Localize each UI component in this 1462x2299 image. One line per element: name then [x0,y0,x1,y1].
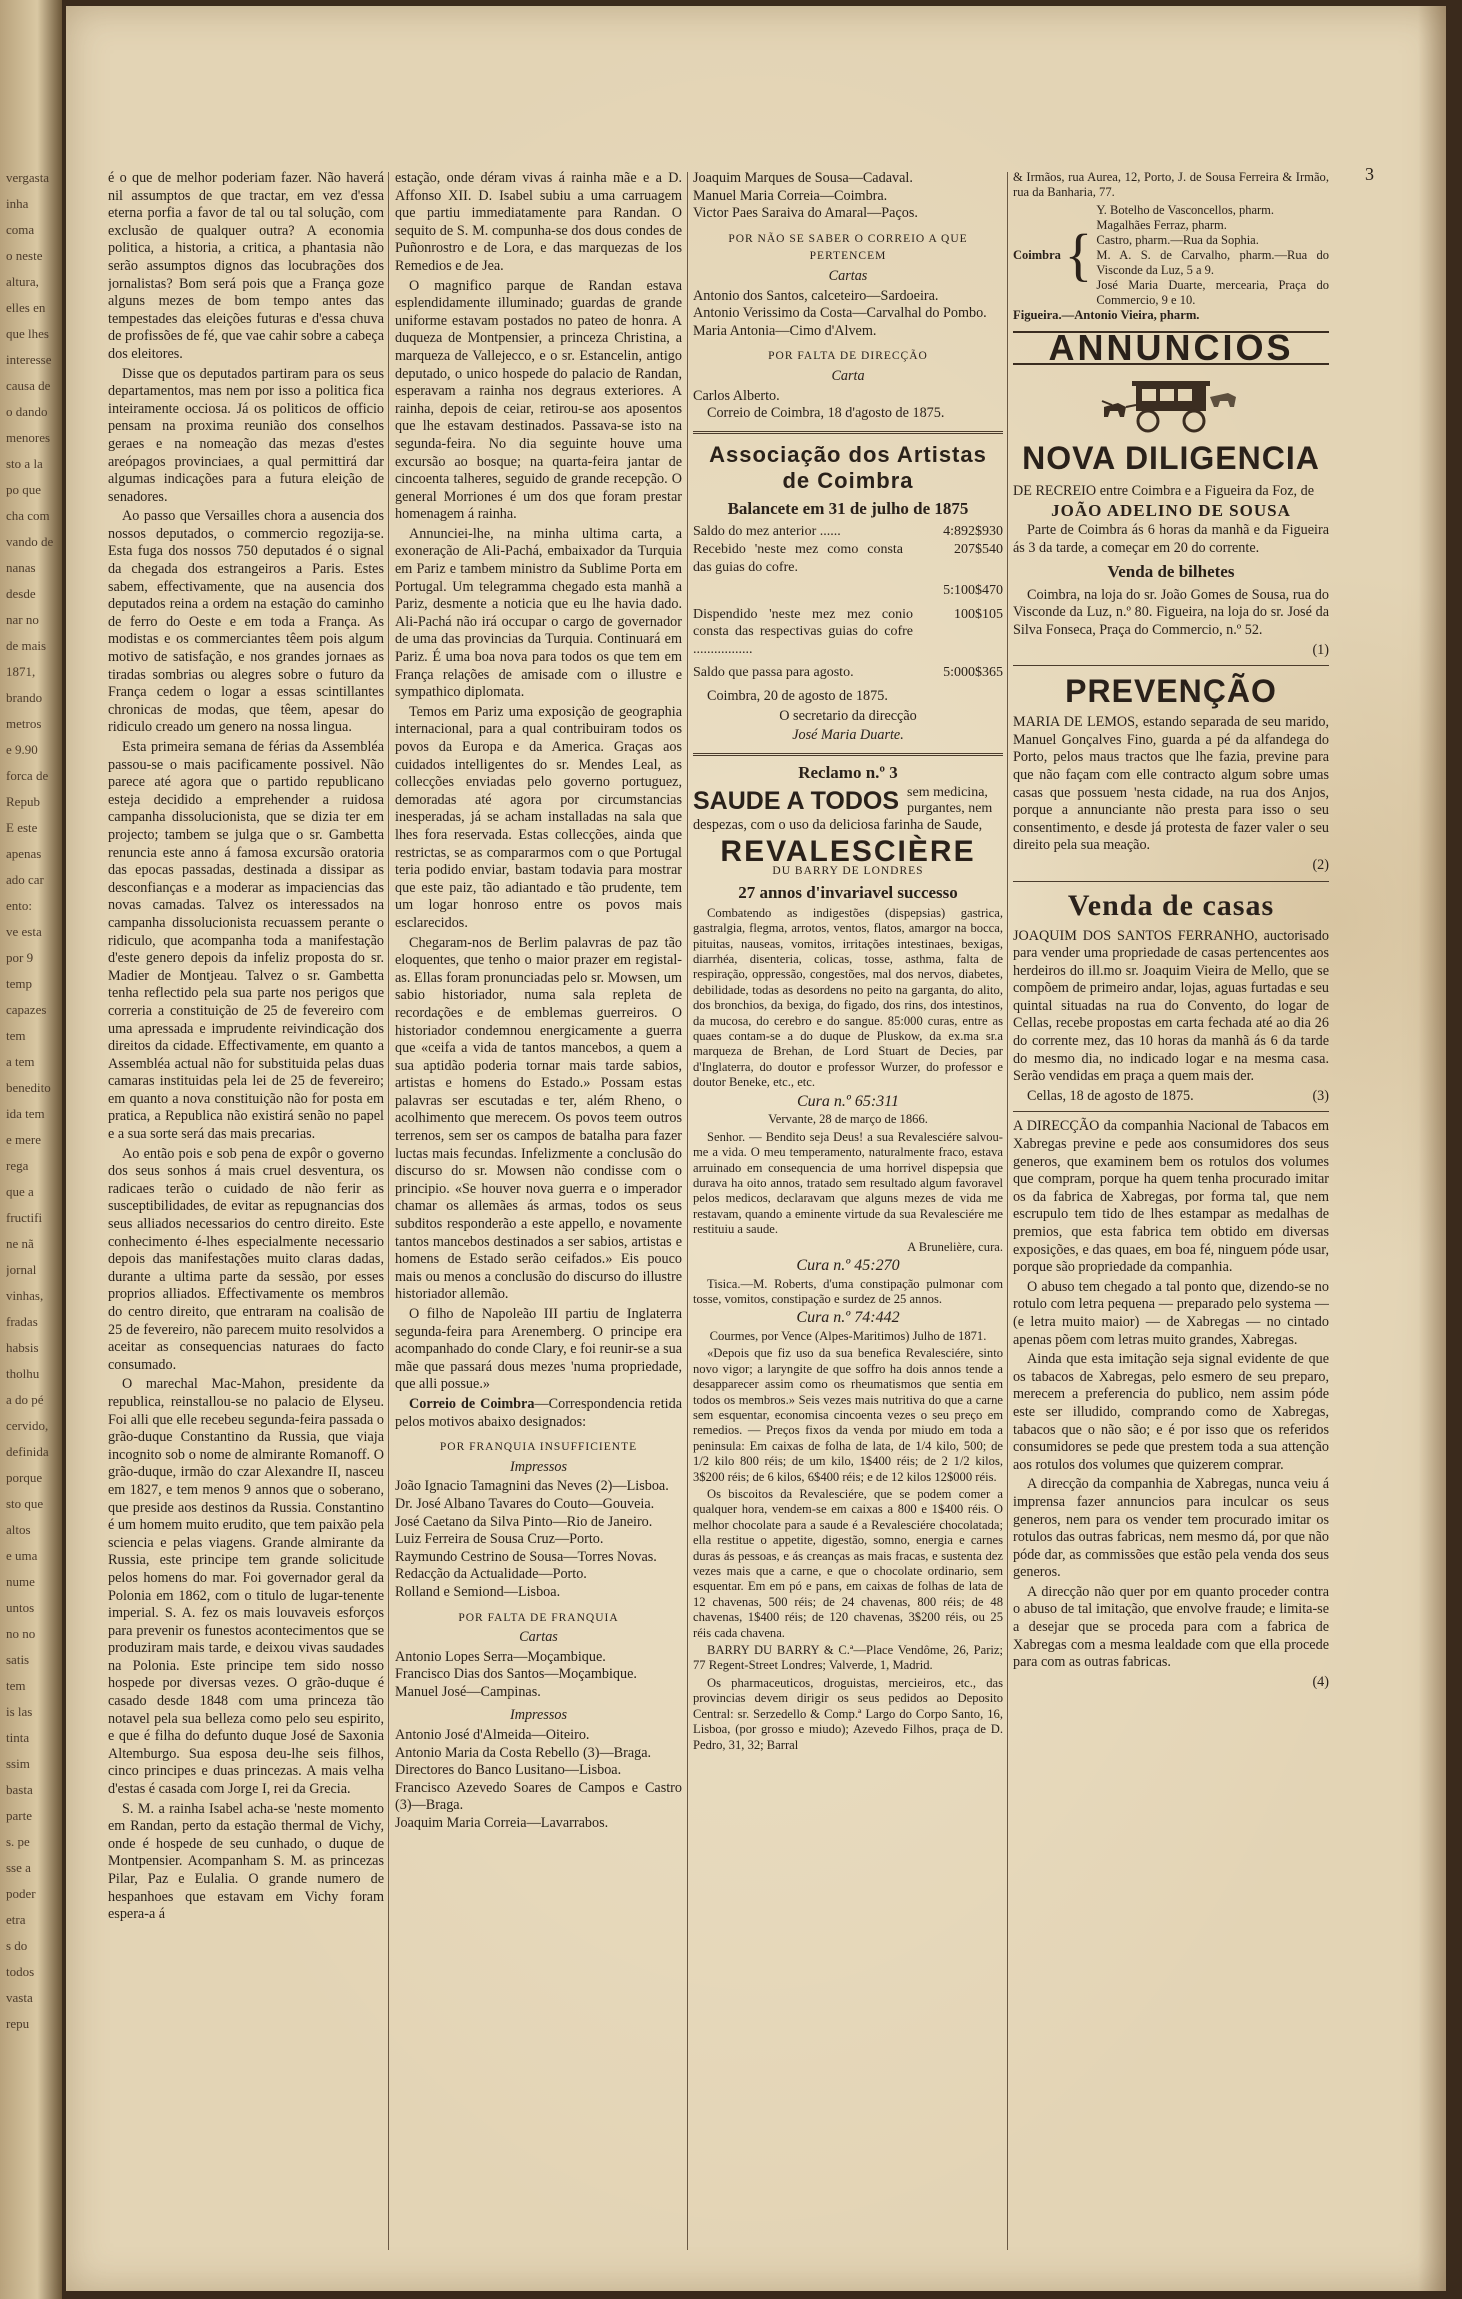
pharmacy-table [1013,203,1329,308]
mail-section-heading: POR FALTA DE FRANQUIA [458,1611,619,1624]
divider [1013,1111,1329,1112]
list-item: Victor Paes Saraiva do Amaral—Paços. [693,205,918,222]
article-paragraph: é o que de melhor poderiam fazer. Não haverá nil assumptos de que tractar, em vez d'essa eterna porfia a favor de tal ou tal solução, com exclusão de qualquer outra? A economia politica, a historia, a critica, a phantasia não serão assumptos dignos das locubrações dos jornalistas? Bom será pois que a França goze alguns mezes de bom tempo antes das tempestades das eleições futuras e d'essa chuva de profissões de fé, que vae cahir sobre a cabeça dos eleitores. [108,170,384,362]
previous-page-fragment: s. pe [6,1834,30,1849]
list-item: João Ignacio Tamagnini das Neves (2)—Lisboa. [395,1478,669,1495]
mail-list [395,1478,682,1601]
previous-page-fragment: ssim [6,1756,30,1771]
previous-page-fragment: nar no [6,612,39,627]
mail-notice [395,1396,682,1431]
previous-page-fragment: cervido, [6,1418,49,1433]
list-item: Francisco Dias dos Santos—Moçambique. [395,1666,637,1683]
previous-page-fragment: cha com [6,508,50,523]
balance-ledger [693,523,1003,682]
column-2 [395,170,682,2250]
ledger-value: 5:100$470 [943,583,1003,599]
ledger-value: 4:892$930 [943,524,1003,540]
previous-page-fragment: tem [6,1678,26,1693]
previous-page-fragment: causa de [6,378,51,393]
mail-section-subheading: Carta [831,367,865,384]
prevencao-text: MARIA DE LEMOS, estando separada de seu marido, Manuel Gonçalves Fino, guarda a pé da alfandega do Porto, pelos maus tractos que lhe fazia, previne para que não façam com elle contracto algum sobre umas casas que possuem 'nesta cidade, na rua dos Anjos, porque a annunciante não presta para isso o seu consentimento, e desde já protesta de fazer valer o seu direito pela sua meação. [1013,714,1329,854]
diligencia-text: Parte de Coimbra ás 6 horas da manhã e da Figueira ás 3 da tarde, a começar em 20 do corrente. [1013,522,1329,556]
ledger-label: Dispendido 'neste mez mez conio consta das respectivas guias do cofre ................. [693,606,913,657]
list-item: Redacção da Actualidade—Porto. [395,1566,587,1583]
revalesciere-body: Combatendo as indigestões (dispepsias) gastrica, gastralgia, flegma, arrotos, ventos, flatos, amargor na bocca, pituitas, nauseas, vomitos, irritações intestinaes, bexigas, diarrhéa, disenteria, colicas, tosse, asthma, falta de respiração, oppressão, congestões, mal dos nervos, diabetes, debilidade, todas as desordens no peito na garganta, do alito, dos bronchios, da bexiga, do figado, dos rins, dos intestinos, da mucosa, do cerebro e do sangue. 85:000 curas, entre as quaes contam-se a do duque de Pluskow, da ex.ma sr.a marqueza de Brehan, de Lord Stuart de Decies, par d'Inglaterra, do doutor e professor Wurzer, do professor e doutor Beneke, etc., etc. [693,905,1003,1090]
previous-page-fragment: o neste [6,248,43,263]
list-item: Antonio Verissimo da Costa—Carvalhal do Pombo. [693,305,987,322]
mail-section-subheading: Impressos [509,1458,567,1475]
bilhetes-text: Coimbra, na loja do sr. João Gomes de Sousa, rua do Visconde da Luz, n.º 80. Figueira, na loja do sr. José da Silva Fonseca, Praça do Commercio, n.º 52. [1013,586,1329,638]
ad-number: (2) [1312,856,1329,873]
cura-heading: Cura n.º 65:311 [797,1092,899,1110]
list-item: Antonio José d'Almeida—Oiteiro. [395,1727,590,1744]
column-4 [1013,170,1329,2250]
previous-page-fragment: etra [6,1912,26,1927]
mail-section-heading: POR NÃO SE SABER O CORREIO A QUE PERTENCEM [728,232,968,263]
previous-page-fragment: porque [6,1470,43,1485]
list-item: Joaquim Maria Correia—Lavarrabos. [395,1815,609,1832]
previous-page-fragment: elles en [6,300,46,315]
article-paragraph: Disse que os deputados partiram para os seus departamentos, mas nem por isso a politica fica inteiramente occiosa. Já os politicos de officio pensam na proxima reunião dos conselhos geraes e na nomeação das mezas d'estes areópagos provinciaes, a qual permittirá dar algumas indicações para a futura eleição de senadores. [108,365,384,505]
previous-page-fragment: tem [6,1028,26,1043]
previous-page-fragment: sse a [6,1860,31,1875]
brace-glyph: { [1064,222,1093,288]
previous-page-fragment: benedito [6,1080,51,1095]
pharmacy-item: M. A. S. de Carvalho, pharm.—Rua do Visconde da Luz, 5 a 9. [1096,247,1329,277]
ledger-value: 5:000$365 [943,665,1003,681]
divider [693,431,1003,434]
mail-section-heading: POR FALTA DE DIRECÇÃO [768,350,928,363]
cura-sign: A Brunelière, cura. [907,1239,1003,1254]
previous-page-fragment: basta [6,1782,33,1797]
previous-page-fragment: capazes [6,1002,47,1017]
column-1 [108,170,384,2250]
reclamo-heading: Reclamo n.º 3 [798,762,898,782]
saude-tail-2: purgantes, nem [907,801,993,817]
previous-page-fragment: que a [6,1184,34,1199]
previous-page-fragment: fructifi [6,1210,43,1225]
ledger-row [693,541,1003,576]
saude-tail [907,785,992,817]
diligencia-intro: DE RECREIO entre Coimbra e a Figueira da Foz, de [1013,482,1315,499]
previous-page-fragment: vasta [6,1990,33,2005]
previous-page-fragment: temp [6,976,32,991]
list-item: Dr. José Albano Tavares do Couto—Gouveia. [395,1495,655,1512]
list-item: Maria Antonia—Cimo d'Alvem. [693,322,877,339]
list-item: Joaquim Marques de Sousa—Cadaval. [693,170,913,186]
article-paragraph: O filho de Napoleão III partiu de Inglaterra segunda-feira para Arenemberg. O principe era acompanhado do conde Clary, e foi reunir-se a sua mãe que passará dous mezes 'numa propriedade, que alli possue.» [395,1306,682,1393]
depot-line: & Irmãos, rua Aurea, 12, Porto, J. de Sousa Ferreira & Irmão, rua da Banharia, 77. [1013,170,1329,200]
previous-page-fragment: de mais [6,638,47,653]
previous-page-edge [0,0,62,2299]
cura-text: Tisica.—M. Roberts, d'uma constipação pulmonar com tosse, vomitos, constipação e surdez de 25 annos. [693,1276,1003,1306]
previous-page-fragment: parte [6,1808,32,1823]
revalesciere-title: REVALESCIÈRE [720,835,976,869]
previous-page-fragment: 1871, [6,664,36,679]
previous-page-fragment: interesse [6,352,52,367]
previous-page-fragment: altos [6,1522,31,1537]
divider [1013,665,1329,666]
barry-depots: Os pharmaceuticos, droguistas, mercieiros, etc., das provincias devem dirigir os seus pedidos ao Deposito Central: sr. Serzedello & Comp.ª Largo do Corpo Santo, 16, Lisboa, (por grosso e miudo); Azevedo Filhos, praça de D. Pedro, 31, 32; Barral [693,1675,1003,1752]
saude-tail-1: sem medicina, [907,785,988,801]
signoff: O secretario da direcção [779,707,917,724]
pharmacy-item: Y. Botelho de Vasconcellos, pharm. [1096,202,1275,217]
list-item: Antonio Maria da Costa Rebello (3)—Braga. [395,1744,652,1761]
saude-text: despezas, com o uso da deliciosa farinha de Saude, [693,817,983,834]
previous-page-fragment: repu [6,2016,30,2031]
list-item: Manuel Maria Correia—Coimbra. [693,187,888,204]
previous-page-fragment: ado car [6,872,44,887]
previous-page-fragment: nanas [6,560,36,575]
tabacos-paragraph: O abuso tem chegado a tal ponto que, dizendo-se no rotulo com letra pequena — preparado pelo systema — (e letra muito maior) — de Xabregas — no cintado apenas põem com letras muito grandes, Xabregas. [1013,1278,1329,1348]
previous-page-fragment: a tem [6,1054,35,1069]
previous-page-fragment: a do pé [6,1392,44,1407]
previous-page-fragment: coma [6,222,35,237]
divider [693,753,1003,756]
list-item: Directores do Banco Lusitano—Lisboa. [395,1762,622,1779]
previous-page-fragment: definida [6,1444,49,1459]
mail-section-subheading: Cartas [519,1629,558,1646]
list-item: Antonio Lopes Serra—Moçambique. [395,1648,606,1665]
list-item: Raymundo Cestrino de Sousa—Torres Novas. [395,1548,657,1565]
casas-date: Cellas, 18 de agosto de 1875. [1027,1087,1194,1104]
article-paragraph: Esta primeira semana de férias da Assembléa passou-se o mais pacificamente possivel. Não parece até agora que o partido republicano esteja decidido a emprehender a ruidosa campanha dissolucionista, que se dizia ter em projecto; tambem se julga que o sr. Gambetta renuncia este anno á famosa excursão oratoria das epocas passadas, destinada a dissipar as desconfianças e a moderar as impaciencias das novas camadas. Talvez os interessados na campanha dissolucionista recuassem perante o ridiculo, que acompanha toda a manifestação d'este genero depois da infeliz proposta do sr. Madier de Montjeau. Talvez o sr. Gambetta tenha reflectido pela sua parte nos perigos que correria a constituição de 25 de fevereiro com uma apressada e imprudente reivindicação dos direitos da cidade. Effectivamente, em quanto a Assembléa actual não for substituida pelas duas camaras instituidas pela lei de 25 de fevereiro; em quanto a nova constituição não for posta em pratica, a Republica não existirá senão no papel e a sua sorte será das mais precarias. [108,739,384,1143]
list-item: Francisco Azevedo Soares de Campos e Castro (3)—Braga. [395,1779,682,1814]
previous-page-fragment: Repub [6,794,40,809]
previous-page-fragment: brando [6,690,43,705]
diligencia-owner: JOÃO ADELINO DE SOUSA [1051,501,1291,521]
venda-casas-date [1013,1088,1329,1106]
cura-heading: Cura n.º 74:442 [796,1309,900,1327]
previous-page-fragment: po que [6,482,42,497]
pharmacy-item: José Maria Duarte, mercearia, Praça do Commercio, 9 e 10. [1096,277,1329,307]
previous-page-fragment: nume [6,1574,35,1589]
article-paragraph: S. M. a rainha Isabel acha-se 'neste momento em Randan, perto da estação thermal de Vichy, onde é hospede de seu cunhado, o duque de Montpensier. Acompanham S. M. as princezas Pilar, Paz e Eulalia. O grande numero de hespanhoes que estavam em Vichy foram espera-a á [108,1800,384,1923]
previous-page-fragment: e uma [6,1548,38,1563]
previous-page-fragment: habsis [6,1340,39,1355]
previous-page-fragment: sto que [6,1496,44,1511]
previous-page-fragment: forca de [6,768,49,783]
venda-casas-title: Venda de casas [1067,888,1275,922]
list-item: José Caetano da Silva Pinto—Rio de Janeiro. [395,1513,653,1530]
article-paragraph: O magnifico parque de Randan estava esplendidamente illuminado; guardas de grande uniforme estavam postados no pateo de honra. A duqueza de Montpensier, a princeza Christina, a marqueza de Vallejecco, e o sr. Estancelin, antigo deputado, o unico hospede do palacio de Randan, esperavam a rainha nos degraus exteriores. A rainha, depois de ceiar, retirou-se aos aposentos que lhe estavam destinados. Passava-se isto na segunda-feira. No dia seguinte houve uma excursão ao bosque; na quarta-feira jantar de cincoenta talheres, seguido de grande recepção. O general Morriones é um dos que foram prestar homenagem á rainha. [395,277,682,523]
venda-casas-text: JOAQUIM DOS SANTOS FERRANHO, auctorisado para vender uma propriedade de casas pertencentes aos herdeiros do ill.mo sr. Joaquim Vieira de Mello, que se compõem de primeiro andar, lojas, aguas furtadas e seu quintal situadas na rua do Convento, do logar de Cellas, recebe propostas em carta fechada até ao dia 26 do corrente mez, das 10 horas da manhã ás 6 da tarde do mesmo dia, no indicado logar e na mesma casa. Serão vendidas em praça a quem mais der. [1013,927,1329,1085]
ad-number: (1) [1312,641,1329,658]
ledger-label: Recebido 'neste mez como consta das guias do cofre. [693,541,903,575]
previous-page-fragment: menores [6,430,51,445]
mail-list [395,1649,682,1702]
cura-text: Os biscoitos da Revalesciére, que se podem comer a qualquer hora, vendem-se em caixas a 800 e 1$400 réis. O melhor chocolate para a saude é a Revalesciére chocolatada; ella restitue o appetite, digestão, somno, energia e carnes duras ás pessoas, e ás creanças as mais fracas, e sustenta dez vezes mais que a carne, e que o chocolate ordinario, sem esquentar. Em em pó e pans, em caixas de folhas de lata de 12 chavenas, 500 réis; de 24 chavenas, 800 réis; de 48 chavenas, 1$400 réis; de 120 chavenas, 3$200 réis, ou 25 réis cada chavena. [693,1487,1003,1640]
mail-list [395,1727,682,1833]
previous-page-fragment: tholhu [6,1366,40,1381]
previous-page-fragment: s do [6,1938,28,1953]
mail-list [693,388,1003,423]
page-edge-shadow [1418,6,1446,2291]
column-rule [687,172,688,2250]
pharmacy-city: Coimbra [1013,247,1061,262]
figueira-line: Figueira.—Antonio Vieira, pharm. [1013,307,1200,322]
previous-page-fragment: e mere [6,1132,42,1147]
saude-line [693,785,1003,817]
previous-page-fragment: tinta [6,1730,30,1745]
previous-page-fragment: ne nã [6,1236,34,1251]
dateline: Correio de Coimbra, 18 d'agosto de 1875. [707,405,945,422]
ledger-value: 100$105 [954,606,1003,622]
dateline: Coimbra, 20 de agosto de 1875. [707,688,888,705]
ledger-label: Saldo que passa para agosto. [693,665,854,681]
mail-section-subheading: Cartas [828,267,868,284]
barry-address: BARRY DU BARRY & C.ª—Place Vendôme, 26, Pariz; 77 Regent-Street Londres; Valverde, 1, Madrid. [693,1643,1003,1673]
article-paragraph: Chegaram-nos de Berlim palavras de paz tão eloquentes, que tenho o maior prazer em registal-as. Ellas foram pronunciadas pelo sr. Mowsen, um sabio historiador, numa sala repleta de recordações e de emblemas guerreiros. O historiador condemnou energicamente a guerra que «ceifa a vida de tantos mancebos, a quem a sua aptidão poderia tornar mais tarde sabios, artistas e homens do Estado.» Possam estas palavras ser escutadas e ter, além Rheno, o acolhimento que merecem. Os povos teem outros terrenos, sem ser os campos de batalha para fazer luctas mais fecundas. Infelizmente a conclusão do discurso do sr. Mowsen não condisse com o principio. «Se houver nova guerra e o imperador chamar os allemães ás armas, todos os seus subditos responderão a este appello, e novamente tantos mancebos destinados a ser sabios, artistas e homens de Estado serão ceifados.» Eis pouco mais ou menos a conclusão do discurso do illustre historiador allemão. [395,934,682,1303]
prevencao-title: PREVENÇÃO [1065,673,1277,710]
article-paragraph: O marechal Mac-Mahon, presidente da republica, reinstallou-se no palacio de Elyseu. Foi alli que elle recebeu segunda-feira passada o grão-duque Constantino da Russia, que viaja incognito sob o nome de almirante Romanoff. O grão-duque, irmão do czar Alexandre II, nasceu em 1827, e tem menos 9 annos que o soberano, que preside aos destinos da Russia. Constantino é um homem muito erudito, que tem paixão pela sciencia e pelas viagens. Grande almirante da Russia, este principe tem grande solicitude pelos homens do mar. Foi governador geral da Polonia em 1862, com o titulo de lugar-tenente imperial. S. A. fez os mais louvaveis esforços para prevenir os funestos acontecimentos que se produziram mais tarde, e deixou vivas saudades na Polonia. Este principe tem sido nosso hospede por diversas vezes. O grão-duque é casado desde 1848 com uma princeza tão notavel pela sua belleza como pelo seu espirito, e que é filha do defunto duque José de Saxonia Altemburgo. Sua esposa deu-lhe seis filhos, cinco principes e duas princezas. A mais velha d'estas é casada com Jorge I, rei da Grecia. [108,1376,384,1798]
ledger-row [693,664,1003,682]
previous-page-fragment: ve esta [6,924,42,939]
ledger-row [693,582,1003,600]
list-item: Luiz Ferreira de Sousa Cruz—Porto. [395,1531,604,1548]
previous-page-fragment: todos [6,1964,35,1979]
previous-page-fragment: rega [6,1158,29,1173]
signer: José Maria Duarte. [792,727,904,744]
previous-page-fragment: e 9.90 [6,742,38,757]
bilhetes-heading: Venda de bilhetes [1107,562,1235,582]
tabacos-paragraph: A DIRECÇÃO da companhia Nacional de Tabacos em Xabregas previne e pede aos consumidores dos seus generos, que examinem bem os rotulos dos volumes que compram, porque ha quem tenha procurado imitar os da fabrica de Xabregas, por forma tal, que nem escrupulo tem tido de lhes estampar as medalhas de premios, que esta fabrica tem obtido em diversas exposições, e das quaes, em boa fé, ninguem póde usar, porque são propriedade da companhia. [1013,1118,1329,1276]
balance-title: Balancete em 31 de julho de 1875 [727,498,969,518]
ledger-label: Saldo do mez anterior ...... [693,524,841,540]
divider [1013,881,1329,882]
article-paragraph: Temos em Pariz uma exposição de geographia internacional, para a qual contribuiram todos os povos da Europa e da America. Graças aos cuidados intelligentes do sr. Mendes Leal, as collecções enviadas pelo governo portuguez, demoradas até agora por circumstancias inesperadas, já se acham installadas na sala que lhes fora reservada. Estas collecções, ainda que restrictas, se as compararmos com o que Portugal teria podido enviar, bastam todavia para mostrar que este paiz, tão adiantado e tão prudente, tem um logar honroso entre os povos mais esclarecidos. [395,703,682,931]
mail-list [693,288,1003,341]
previous-page-fragment: satis [6,1652,30,1667]
ad-number: (3) [1312,1087,1329,1104]
ledger-value: 207$540 [954,541,1003,557]
previous-page-fragment: inha [6,196,29,211]
previous-page-fragment: o dando [6,404,48,419]
mail-list [693,170,1003,223]
pharmacy-item: Castro, pharm.—Rua da Sophia. [1096,232,1259,247]
list-item: Manuel José—Campinas. [395,1683,541,1700]
revalesciere-subtitle: DU BARRY DE LONDRES [772,864,924,877]
mail-notice-text: —Correspondencia retida pelos motivos abaixo designados: [395,1395,682,1430]
previous-page-fragment: desde [6,586,36,601]
pharmacy-list [1096,203,1329,308]
tabacos-paragraph: Ainda que esta imitação seja signal evidente de que os tabacos de Xabregas, pelo esmero de seu preparo, merecem a preferencia do publico, nem assim póde este ser illudido, comprando como de Xabregas, tabacos que o não são; e é por isso que os referidos consumidores se pede que prestem toda a sua attenção aos rotulos dos volumes que quizerem comprar. [1013,1351,1329,1473]
article-paragraph: Ao passo que Versailles chora a ausencia dos nossos deputados, o commercio regozija-se. Esta fuga dos nossos 750 deputados é o signal da chegada dos estrangeiros a Paris. Estes sabem, effectivamente, que na ausencia dos deputados reina a ordem na estação do caminho de ferro do Oeste e em toda a França. As modistas e os commerciantes têem pois algum motivo de satisfação, e nos grandes jornaes as tiradas sombrias ou alegres sobre o futuro da França cedem o logar a essas scintillantes chronicas de modas, que têem, apesar do ridiculo creado um genero na nossa lingua. [108,508,384,736]
previous-page-fragment: fradas [6,1314,38,1329]
column-rule [1007,172,1008,2250]
previous-page-fragment: ida tem [6,1106,45,1121]
association-title: Associação dos Artistas de Coimbra [709,441,987,493]
previous-page-fragment: que lhes [6,326,49,341]
ledger-row [693,606,1003,659]
cura-place: Vervante, 28 de março de 1866. [768,1112,928,1127]
previous-page-fragment: vinhas, [6,1288,44,1303]
page-number: 3 [1365,164,1374,184]
pharmacy-item: Magalhães Ferraz, pharm. [1096,217,1227,232]
column-rule [388,172,389,2250]
previous-page-fragment: vergasta [6,170,50,185]
previous-page-fragment: vando de [6,534,54,549]
cura-text: Senhor. — Bendito seja Deus! a sua Revalesciére salvou-me a vida. O meu temperamento, naturalmente fraco, estava arruinado em consequencia de uma horrivel dispepsia que durava ha oito annos, tratado sem resultado algum favoravel pelos medicos, declaravam que alguns mezes de vida me restavam, quando a eminente virtude da sua Revalesciére me restituiu a saude. [693,1129,1003,1237]
previous-page-fragment: E este [6,820,38,835]
column-3 [693,170,1003,2250]
previous-page-fragment: ento: [6,898,32,913]
ad-number: (4) [1312,1673,1329,1690]
annuncios-heading: ANNUNCIOS [1013,331,1329,365]
ledger-row [693,523,1003,541]
cura-heading: Cura n.º 45:270 [796,1256,900,1274]
article-paragraph: Annunciei-lhe, na minha ultima carta, a exoneração de Ali-Pachá, embaixador da Turquia em Pariz e tambem ministro da Sublime Porta em Portugal. Um telegramma chegado esta manhã a Pariz, desmente a noticia que eu lhe havia dado. Ali-Pachá não irá occupar o cargo de governador de uma das provincias da Turquia. Continuará em Pariz. É uma boa nova para todos os que tem em França relações de amisade com o illustre e sympathico diplomata. [395,525,682,701]
cura-place: Courmes, por Vence (Alpes-Maritimos) Julho de 1871. [709,1328,987,1343]
list-item: Carlos Alberto. [693,387,780,404]
diligencia-title: NOVA DILIGENCIA [1022,439,1320,476]
mail-section-subheading: Impressos [509,1707,567,1724]
stagecoach-icon [1096,377,1246,433]
mail-notice-title: Correio de Coimbra [409,1395,535,1412]
article-paragraph: Ao então pois e sob pena de expôr o governo dos seus sonhos á mais cruel desventura, os radicaes terão o cuidado de não ferir as susceptibilidades, de evitar as repugnancias dos seus alliados necessarios do centro direito. Este conhecimento é-lhes especialmente necessario depois das manifestações muito claras dadas, durante a ultima parte da sessão, por esses proprios alliados. Effectivamente os membros do centro direito, que entraram na coalisão de 25 de fevereiro, não parecem muito resolvidos a aceitar as consequencias naturaes do facto consumado. [108,1145,384,1373]
revalesciere-years: 27 annos d'invariavel successo [738,883,958,903]
list-item: Rolland e Semiond—Lisboa. [395,1583,561,1600]
previous-page-fragment: metros [6,716,42,731]
list-item: Antonio dos Santos, calceteiro—Sardoeira. [693,287,939,304]
previous-page-fragment: untos [6,1600,35,1615]
saude-title: SAUDE A TODOS [693,786,900,815]
previous-page-fragment: sto a la [6,456,43,471]
previous-page-fragment: por 9 [6,950,34,965]
previous-page-fragment: apenas [6,846,42,861]
previous-page-fragment: poder [6,1886,36,1901]
previous-page-fragment: is las [6,1704,33,1719]
previous-page-fragment: no no [6,1626,36,1641]
previous-page-fragment: altura, [6,274,39,289]
tabacos-paragraph: A direcção não quer por em quanto proceder contra o abuso de tal imitação, que envolve fraude; e limita-se a desejar que se proceda para com a fabrica de Xabregas com a mesma lealdade com que ella procede para com as outras fabricas. [1013,1583,1329,1671]
cura-text: «Depois que fiz uso da sua benefica Revalesciére, sinto novo vigor; a laryngite de que soffro ha dois annos tende a desapparecer assim como os rheumatismos que sentia em todos os membros.» Seis vezes mais nutritiva do que a carne sem esquentar, economisa cincoenta vezes o seu preço em remedios. — Preços fixos da venda por miudo em toda a peninsula: Em caixas de folha de lata, de 1/4 kilo, 500; de 1/2 kilo 800 réis; de um kilo, 1$400 réis; de 2 1/2 kilos, 3$200 réis; de 6 kilos, 6$400 réis; e de 12 kilos 12$000 réis. [693,1346,1003,1484]
tabacos-paragraph: A direcção da companhia de Xabregas, nunca veiu á imprensa fazer annuncios para inculcar os seus generos, nem para os vender tem procurado imitar os rotulos das outras fabricas, nem mesmo dá, por que não póde dar, as commissões que estão pela venda dos seus generos. [1013,1476,1329,1581]
article-paragraph: estação, onde déram vivas á rainha mãe e a D. Affonso XII. D. Isabel subiu a uma carruagem que partiu immediatamente para Randan. O sequito de S. M. compunha-se dos dous condes de Puñonrostro e de Lora, e das marquezas de los Remedios e de Jea. [395,170,682,274]
mail-section-heading: POR FRANQUIA INSUFFICIENTE [439,1441,638,1454]
previous-page-fragment: jornal [6,1262,37,1277]
